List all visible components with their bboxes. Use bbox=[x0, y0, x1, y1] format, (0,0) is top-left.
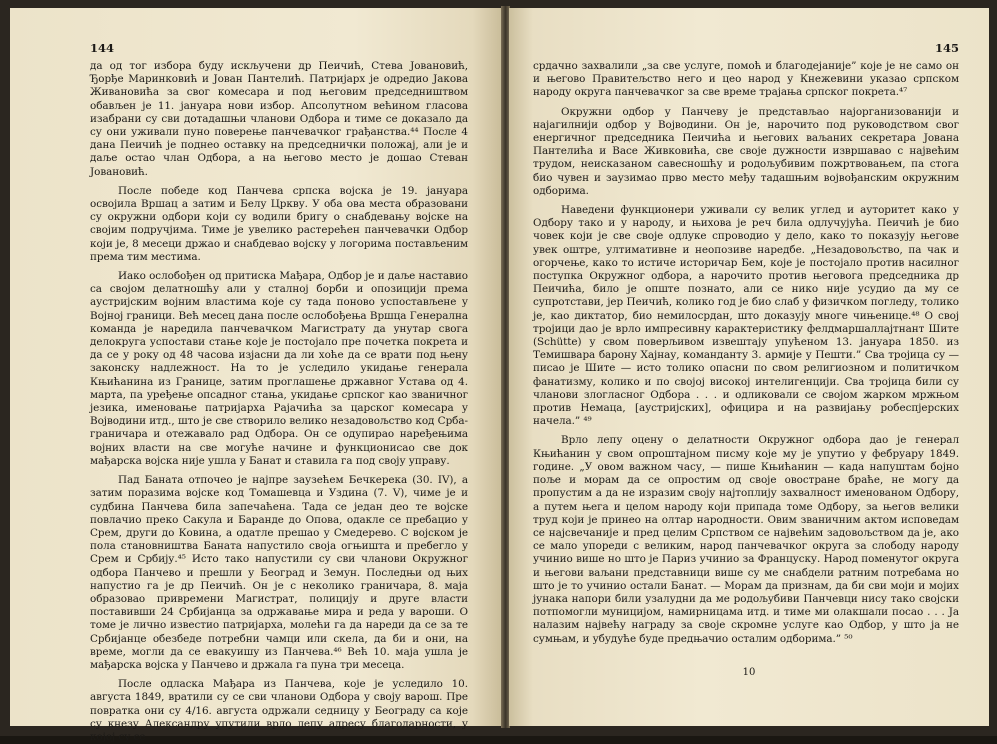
paragraph: Окружни одбор у Панчеву је представљао најорганизованији и најагилнији одбор у Војводини. Он је, нарочито под руководством свог енергичног председника Пеичића и његових ваљаних секретара Јована Пантелића и Васе Живковића, све своје дужности извршавао с највећим трудом, неисказаном савесношћу и родољубивим пожртвовањем, па стога био чувен и заузимао прво место међу тадашњим војвођанским окружним одборима. bbox=[533, 105, 959, 197]
left-page bbox=[10, 8, 502, 743]
paragraph: Пад Баната отпочео је најпре заузећем Бечкерека (30. IV), а затим поразима војске код Томашевца и Уздина (7. V), чиме је и судбина Панчева била запечаћена. Тада се један део те војске повлачио преко Сакула и Баранде до Опова, одакле се пребацио у Срем, други до Ковина, а одатле прешао у Смедерево. С војском је пола становништва Баната напустило своја огњишта и пребегло у Срем и Србију.⁴⁵ Исто тако напустили су сви чланови Окружног одбора Панчево и прешли у Београд и Земун. Последњи од њих напустио га је др Пеичић. Он је с неколико граничара, 8. маја образовао привремени Магистрат, полицију и друге власти поставивши 24 Србијанца за одржавање мира и реда у вароши. О томе је лично известио патријарха, молећи га да нареди да се за те Србијанце обезбеде потребни чамци или скела, да би и они, на време, могли да се евакуишу из Панчева.⁴⁶ Већ 10. маја ушла је мађарска војска у Панчево и држала га пуна три месеца. bbox=[90, 474, 468, 671]
paragraph: Иако ослобођен од притиска Мађара, Одбор је и даље наставио са својом делатношћу али у сталној борби и опозицији према аустријским војним властима које су тада поново успостављене у Војној граници. Већ месец дана после ослобођења Вршца Генерална команда је наредила панчевачком Магистрату да унутар свога делокруга успостави стање које је постојало пре почетка покрета и да се у року од 48 часова изјасни да ли хоће да се врати под њену законску надлежност. На то је уследило укидање генерала Књићанина из Границе, затим проглашење државног Устава од 4. марта, па уређење опсадног стања, укидање српског као званичног језика, именовање патријарха Рајачића за царског комесара у Војводини итд., што је све створило велико незадовољство код Срба-граничара и отежавало рад Одбора. Он се одупирао наређењима војних власти на све могуће начине и функционисао све док мађарска војска није ушла у Банат и ставила га под своју управу. bbox=[90, 270, 468, 467]
paragraph: да од тог избора буду искључени др Пеичић, Стева Јовановић, Ђорђе Маринковић и Јован Пантелић. Патријарх је одредио Јакова Живановића за свог комесара и под његовим председништвом обављен је 11. јануара нови избор. Апсолутном већином гласова изабрани су сви дотадашњи чланови Одбора и тиме се доказало да су они уживали пуно поверење панчевачког грађанства.⁴⁴ После 4 дана Пеичић је поднео оставку на председнички положај, али је и даље остао члан Одбора, а на његово место је дошао Стеван Јовановић. bbox=[90, 60, 468, 178]
page-number-left: 144 bbox=[90, 41, 115, 55]
paragraph: срдачно захвалили „за све услуге, помоћ и благодејаније” које је не само он и његово Правитељство него и цео народ у Кнежевини указао српском народу округа панчевачког за све време трајања српског покрета.⁴⁷ bbox=[533, 60, 959, 99]
paragraph: После одласка Мађара из Панчева, које је уследило 10. августа 1849, вратили су се сви чланови Одбора у своју варош. Пре повратка они су 4/16. августа одржали седницу у Београду са које су кнезу Александру упутили врло лепу адресу благодарности, у којој су се bbox=[90, 678, 468, 743]
paragraph: После победе код Панчева српска војска је 19. јануара освојила Вршац а затим и Белу Цркву. У оба ова места образовани су окружни одбори који су водили бригу о снабдевању војске на својим подручјима. Тиме је увелико растерећен панчевачки Одбор који је, 8 месеци држао и снабдевао војску у логорима постављеним према тим местима. bbox=[90, 184, 468, 263]
signature-number: 10 bbox=[742, 667, 756, 678]
right-page bbox=[509, 8, 989, 726]
paragraph: Наведени функционери уживали су велик углед и ауторитет како у Одбору тако и у народу, и њихова је реч била одлучујућа. Пеичић је био човек који је све своје одлуке спроводио у дело, како то показују његове увек оштре, ултимативне и неопозиве наредбе. „Незадовољство, па чак и огорчење, како то истиче историчар Бем, које је постојало против насилног поступка Окружног одбора, а нарочито против његовога председника др Пеичића, било је опште познато, али се нико није усудио да му се супротстави, јер Пеичић, колико год је био слаб у физичком погледу, толико је, као диктатор, био немилосрдан, што доказују многе чињенице.⁴⁸ О свој тројици дао је врло импресивну карактеристику фелдмаршаллајтнант Шите (Schütte) у свом поверљивом извештају упућеном 13. јануара 1850. из Темишвара барону Хајнау, команданту 3. армије у Пешти.” Сва тројица су — писао је Шите — исто толико опасни по свом религиозном и политичком фанатизму, колико и по својој високој интелигенцији. Сва тројица били су чланови злогласног Одбора . . . и одликовали се својом жарком мржњом против Немаца, [аустријских], официра и на развијању робеспјерских начела.” ⁴⁹ bbox=[533, 204, 959, 428]
right-page-text bbox=[533, 60, 959, 646]
left-page-text bbox=[90, 60, 468, 744]
page-number-right: 145 bbox=[934, 41, 959, 55]
paragraph: Врло лепу оцену о делатности Окружног одбора дао је генерал Књићанин у свом опроштајном писму које му је упутио у фебруару 1849. године. „У овом важном часу, — пише Књићанин — када напуштам бојно поље и морам да се опростим од своје овостране браће, не могу да пропустим а да не изразим своју најтоплију захвалност именованом Одбору, а путем њега и целом народу који припада томе Одбору, за његов велики труд који је принео на олтар народности. Овим званичним актом исповедам се најсвечаније и пред целим Српством се највећим задовољством да је, ако се мало упореди с великим, народ панчевачког округа за слободу народу учинио више но што је Париз учинио за Француску. Народ поменутог округа и његови ваљани представници више су ме снабдели ратним потребама но што је то учинио остали Банат. — Морам да признам, да би сви моји и мојих јунака напори били узалудни да ме родољубиви Панчевци нису тако својски потпомогли муницијом, намирницама итд. и тиме ми олакшали посао . . . Ја налазим највећу награду за своје скромне услуге као Одбор, у што ја не сумњам, и убудуће буде предњачио осталим одборима.” ⁵⁰ bbox=[533, 434, 959, 645]
